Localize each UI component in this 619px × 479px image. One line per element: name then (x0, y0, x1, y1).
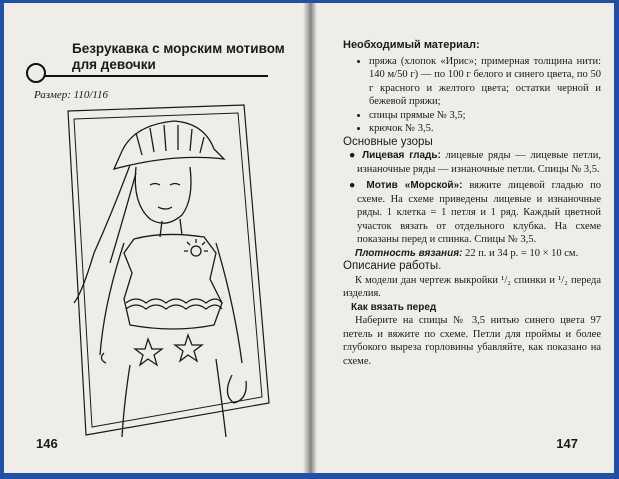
page-title (72, 41, 302, 73)
work-text: К модели дан чертеж выкройки ¹/₂ спинки и ¹/₂ переда изделия. (343, 274, 601, 299)
knitting-density (343, 247, 601, 261)
right-page-content (343, 39, 601, 368)
book-gutter (303, 3, 317, 473)
page-number: 147 (556, 436, 578, 451)
left-page (4, 3, 308, 473)
density-value: 22 п. и 34 р. = 10 × 10 см. (462, 247, 579, 259)
page-number: 146 (36, 436, 58, 451)
work-heading: Описание работы. (343, 260, 442, 272)
pattern-name: Мотив «Морской»: (366, 180, 463, 191)
pattern-text: вяжите лицевой гладью по схеме. На схеме приведены лицевые и изнаночные ряды. 1 клетка = 1 петля и 1 ряд. Каждый цветной участок вязать от отдельного клубка. На схеме показаны перед и спинка. Спицы № 3,5. (357, 180, 602, 245)
materials-item: • крючок № 3,5. (369, 122, 601, 136)
pattern-name: Лицевая гладь: (362, 150, 441, 161)
right-page (310, 3, 614, 473)
book-spread (4, 3, 614, 473)
front-heading: Как вязать перед (351, 301, 437, 313)
title-underline (34, 75, 268, 77)
title-line-1: Безрукавка с морским мотивом (72, 41, 285, 56)
girl-illustration (64, 103, 274, 438)
materials-list (343, 55, 601, 136)
materials-item: • пряжа (хлопок «Ирис»; примерная толщина нити: 140 м/50 г) — по 100 г белого и синего цвета, по 50 г красного и желтого цвета; остатки черной и бежевой пряжи; (369, 55, 601, 109)
title-circle-icon (26, 63, 46, 83)
pattern-text: лицевые ряды — лицевые петли, изнаночные ряды — изнаночные петли. Спицы № 3,5. (357, 150, 601, 175)
pattern-item: ● Лицевая гладь: лицевые ряды — лицевые петли, изнаночные ряды — изнаночные петли. Спицы № 3,5. (349, 150, 601, 175)
materials-item: • спицы прямые № 3,5; (369, 109, 601, 123)
size-label: Размер: 110/116 (34, 89, 109, 101)
density-label: Плотность вязания: (355, 247, 463, 259)
title-line-2: для девочки (72, 57, 156, 72)
materials-heading: Необходимый материал: (343, 39, 480, 51)
patterns-heading: Основные узоры (343, 135, 433, 148)
pattern-item: ● Мотив «Морской»: вяжите лицевой гладью по схеме. На схеме приведены лицевые и изнаночные ряды. 1 клетка = 1 петля и 1 ряд. Каждый цветной участок вязать от отдельного клубка. На схеме показаны перед и спинка. Спицы № 3,5. (349, 180, 602, 245)
front-text: Наберите на спицы № 3,5 нитью синего цвета 97 петель и вяжите по схеме. Петли для проймы и более глубокого выреза горловины убавляйте, как показано на схеме. (343, 315, 601, 367)
